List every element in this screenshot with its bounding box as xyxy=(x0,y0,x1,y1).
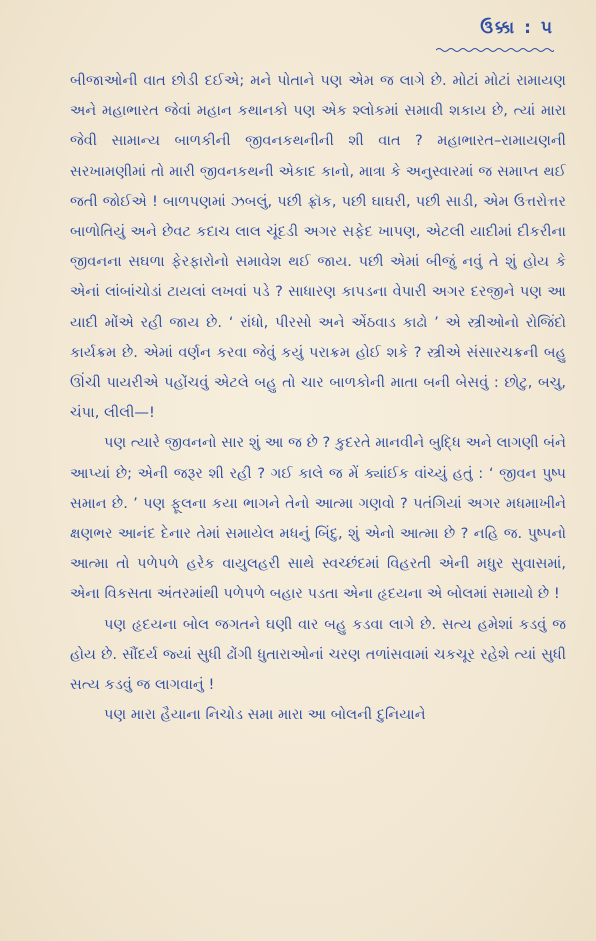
page-header xyxy=(436,18,554,57)
paragraph-4: પણ મારા હૈયાના નિચોડ સમા મારા આ બોલની દુનિયાને xyxy=(104,706,426,724)
paragraph-1: બીજાઓની વાત છોડી દઈએ; મને પોતાને પણ એમ જ લાગે છે. મોટાં મોટાં રામાયણ અને મહાભારત જેવાં મહાન કથાનકો પણ એક શ્લોકમાં સમાવી શકાય છે, ત્યાં મારા જેવી સામાન્ય બાળકીની જીવનકથનીની શી વાત ? મહાભારત–રામાયણની સરખામણીમાં તો મારી જીવનકથની એકાદ કાનો, માત્રા કે અનુસ્વારમાં જ સમાપ્ત થઈ જતી જોઈએ ! બાળપણમાં ઝબલું, પછી ફ્રૉક, પછી ઘાઘરી, પછી સાડી, એમ ઉત્તરોત્તર બાળોતિયું અને છેવટ કદાચ લાલ ચૂંદડી અગર સફેદ ખાપણ, એટલી યાદીમાં દીકરીના જીવનના સઘળા ફેરફારોનો સમાવેશ થઈ જાય. પછી એમાં બીજું નવું તે શું હોય કે એનાં લાંબાંચોડાં ટાયલાં લખવાં પડે ? સાધારણ કાપડના વેપારી અગર દરજીને પણ આ યાદી મોંએ રહી જાય છે. ‘ રાંધો, પીરસો અને એંઠવાડ કાઢો ’ એ સ્ત્રીઓનો રોજિંદો કાર્યક્રમ છે. એમાં વર્ણન કરવા જેવું કયું પરાક્રમ હોઈ શકે ? સ્ત્રીએ સંસારચક્રની બહુ ઊંચી પાયરીએ પહોંચવું એટલે બહુ તો ચાર બાળકોની માતા બની બેસવું : છોટુ, બચુ, ચંપા, લીલી—! xyxy=(70,72,566,422)
paragraph-3: પણ હૃદયના બોલ જગતને ઘણી વાર બહુ કડવા લાગે છે. સત્ય હમેશાં કડવું જ હોય છે. સૌંદર્ય જ્યાં સુધી ઢોંગી ધુતારાઓનાં ચરણ તળાંસવામાં ચકચૂર રહેશે ત્યાં સુધી સત્ય કડવું જ લાગવાનું ! xyxy=(70,615,566,694)
page-number-heading: ઉક્કા : ૫ xyxy=(480,18,554,38)
page-body xyxy=(70,66,566,730)
paragraph-2: પણ ત્યારે જીવનનો સાર શું આ જ છે ? કુદરતે માનવીને બુદ્ધિ અને લાગણી બંને આપ્યાં છે; એની જરૂર શી રહી ? ગઈ કાલે જ મેં ક્યાંઈક વાંચ્યું હતું : ‘ જીવન પુષ્પ સમાન છે. ’ પણ ફૂલના કયા ભાગને તેનો આત્મા ગણવો ? પતંગિયાં અગર મધમાખીને ક્ષણભર આનંદ દેનાર તેમાં સમાયેલ મધનું બિંદુ, શું એનો આત્મા છે ? નહિ જ. પુષ્પનો આત્મા તો પળેપળે હરેક વાયુલહરી સાથે સ્વચ્છંદમાં વિહરતી એની મધુર સુવાસમાં, એના વિકસતા અંતરમાંથી પળેપળે બહાર પડતા એના હૃદયના એ બોલમાં સમાયો છે ! xyxy=(70,434,566,603)
wavy-rule-ornament xyxy=(436,47,554,53)
